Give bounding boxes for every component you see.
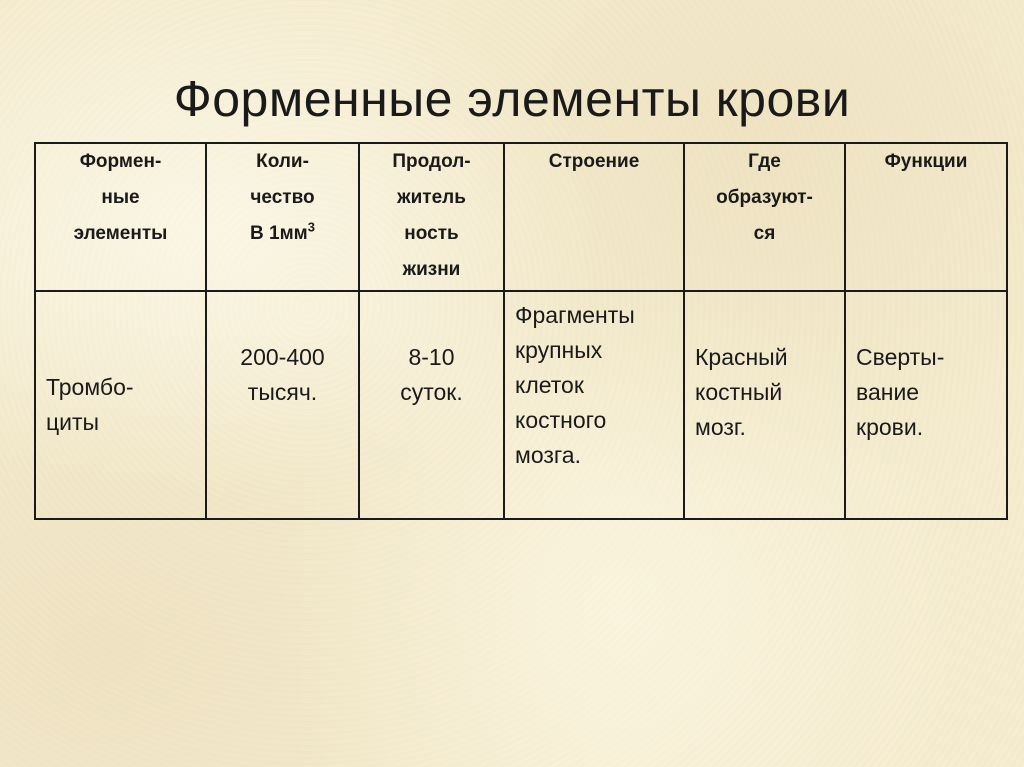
cell-quantity: 200-400 тысяч. [206, 291, 359, 519]
table-header-row [35, 143, 1007, 291]
header-cell-structure: Строение [504, 143, 684, 291]
blood-elements-table [34, 142, 1008, 520]
header-cell-functions: Функции [845, 143, 1007, 291]
cell-lifespan: 8-10 суток. [359, 291, 504, 519]
header-cell-elements: Формен- ные элементы [35, 143, 206, 291]
header-cell-quantity-superscript: 3 [307, 219, 315, 235]
header-cell-quantity [206, 143, 359, 291]
cell-element-name: Тромбо- циты [35, 291, 206, 519]
table-row [35, 291, 1007, 519]
cell-origin: Красный костный мозг. [684, 291, 845, 519]
cell-structure: Фрагменты крупных клеток костного мозга. [504, 291, 684, 519]
header-cell-lifespan: Продол- житель ность жизни [359, 143, 504, 291]
slide-title: Форменные элементы крови [173, 71, 851, 127]
header-cell-quantity-text: Коли- чество В 1мм [250, 151, 315, 244]
cell-functions: Сверты- вание крови. [845, 291, 1007, 519]
header-cell-origin: Где образуют- ся [684, 143, 845, 291]
